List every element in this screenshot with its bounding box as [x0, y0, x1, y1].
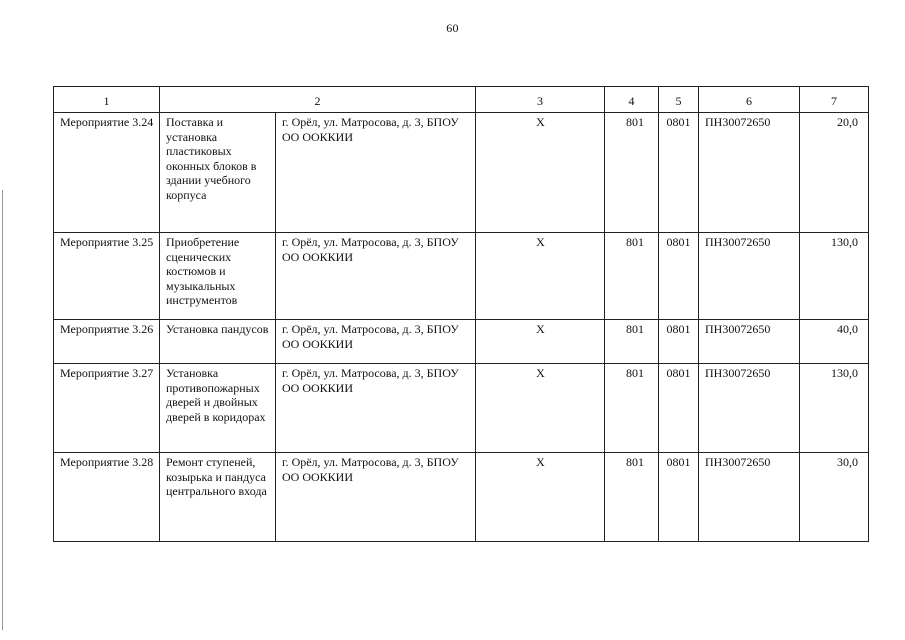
column-header-2: 2 — [160, 87, 476, 113]
table-row — [54, 233, 869, 320]
col3-cell: Х — [476, 320, 605, 364]
event-cell: Мероприятие 3.25 — [54, 233, 160, 320]
table-row — [54, 453, 869, 542]
col6-cell: ПН30072650 — [699, 364, 800, 453]
col4-cell: 801 — [605, 233, 659, 320]
address-cell: г. Орёл, ул. Матросова, д. 3, БПОУ ОО ООККИИ — [276, 364, 476, 453]
header-row — [54, 87, 869, 113]
page-number: 60 — [446, 21, 459, 35]
address-cell: г. Орёл, ул. Матросова, д. 3, БПОУ ОО ООККИИ — [276, 233, 476, 320]
col4-cell: 801 — [605, 364, 659, 453]
table-row — [54, 320, 869, 364]
col5-cell: 0801 — [659, 364, 699, 453]
col6-cell: ПН30072650 — [699, 453, 800, 542]
amount-cell: 130,0 — [800, 233, 869, 320]
column-header-5: 5 — [659, 87, 699, 113]
address-cell: г. Орёл, ул. Матросова, д. 3, БПОУ ОО ООККИИ — [276, 113, 476, 233]
col3-cell: Х — [476, 233, 605, 320]
budget-table — [53, 86, 869, 542]
address-cell: г. Орёл, ул. Матросова, д. 3, БПОУ ОО ООККИИ — [276, 320, 476, 364]
address-cell: г. Орёл, ул. Матросова, д. 3, БПОУ ОО ООККИИ — [276, 453, 476, 542]
column-header-6: 6 — [699, 87, 800, 113]
description-cell: Установка пандусов — [160, 320, 276, 364]
event-cell: Мероприятие 3.26 — [54, 320, 160, 364]
col3-cell: Х — [476, 113, 605, 233]
col5-cell: 0801 — [659, 233, 699, 320]
event-cell: Мероприятие 3.28 — [54, 453, 160, 542]
col6-cell: ПН30072650 — [699, 320, 800, 364]
description-cell: Приобретение сценических костюмов и музыкальных инструментов — [160, 233, 276, 320]
column-header-7: 7 — [800, 87, 869, 113]
col4-cell: 801 — [605, 320, 659, 364]
event-cell: Мероприятие 3.27 — [54, 364, 160, 453]
description-cell: Установка противопожарных дверей и двойных дверей в коридорах — [160, 364, 276, 453]
col6-cell: ПН30072650 — [699, 233, 800, 320]
table-row — [54, 364, 869, 453]
col3-cell: Х — [476, 453, 605, 542]
col5-cell: 0801 — [659, 453, 699, 542]
col3-cell: Х — [476, 364, 605, 453]
amount-cell: 40,0 — [800, 320, 869, 364]
col6-cell: ПН30072650 — [699, 113, 800, 233]
description-cell: Поставка и установка пластиковых оконных блоков в здании учебного корпуса — [160, 113, 276, 233]
col5-cell: 0801 — [659, 113, 699, 233]
description-cell: Ремонт ступеней, козырька и пандуса центрального входа — [160, 453, 276, 542]
column-header-1: 1 — [54, 87, 160, 113]
col5-cell: 0801 — [659, 320, 699, 364]
event-cell: Мероприятие 3.24 — [54, 113, 160, 233]
col4-cell: 801 — [605, 453, 659, 542]
amount-cell: 30,0 — [800, 453, 869, 542]
amount-cell: 20,0 — [800, 113, 869, 233]
col4-cell: 801 — [605, 113, 659, 233]
amount-cell: 130,0 — [800, 364, 869, 453]
scan-edge-line — [2, 190, 3, 630]
column-header-3: 3 — [476, 87, 605, 113]
column-header-4: 4 — [605, 87, 659, 113]
table-row — [54, 113, 869, 233]
